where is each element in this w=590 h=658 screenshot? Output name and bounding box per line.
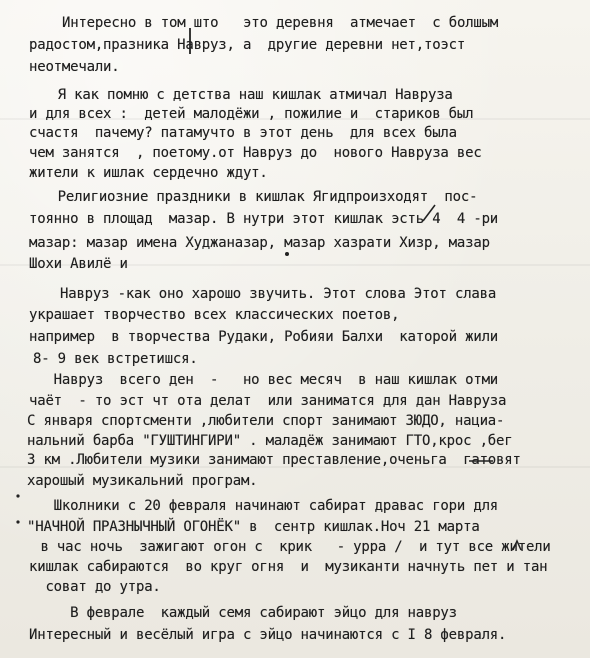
text-line: Школники с 20 февраля начинают сабират дравас гори для [29, 498, 499, 514]
text-line: Религиозние праздники в кишлак Ягидпроизходят пос- [33, 189, 478, 205]
handwritten-correction-mark [184, 26, 196, 56]
text-line: В феврале каждый семя сабирают эйцо для навруз [29, 605, 457, 621]
text-line: 8- 9 век встретишся. [33, 351, 198, 367]
text-line: чем занятся , поетому.от Навруз до нового Навруза вес [29, 145, 482, 161]
text-line: нальний барба "ГУШТИНГИРИ" . маладёж занимают ГТО,крос ,бег [27, 433, 513, 449]
text-line: и для всех : детей малодёжи , пожилие и стариков был [29, 106, 474, 122]
text-line: соват до утра. [29, 579, 161, 595]
text-line: радостом,празника Навруз, а другие деревни нет,тоэст [29, 37, 466, 53]
text-line: Я как помню с детства наш кишлак атмичал Навруза [33, 87, 453, 103]
text-line: в час ночь зажигают огон с крик - урра / и тут все жители [24, 539, 551, 555]
handwritten-correction-mark [510, 538, 524, 554]
text-line: жители к ишлак сердечно ждут. [29, 165, 268, 181]
text-line: чаёт - то эст чт ота делат или заниматся для дан Навруза [29, 393, 507, 409]
text-line: неотмечали. [29, 59, 120, 75]
text-line: мазар: мазар имена Худжаназар, мазар хазрати Хизр, мазар [29, 235, 490, 251]
text-line: Навруз -как оно харошо звучить. Этот слова Этот слава [60, 286, 497, 302]
text-line: 3 км .Любители музики занимают преставление,оченьга гатовят [27, 452, 521, 468]
text-line: Интересно в том што это деревня атмечает с болшым [62, 15, 499, 31]
ink-dot-mark [14, 492, 22, 528]
handwritten-correction-mark [421, 202, 437, 224]
text-line: например в творчества Рудаки, Робияи Балхи каторой жили [29, 329, 499, 345]
text-line: Навруз всего ден - но вес месяч в наш кишлак отми [29, 372, 499, 388]
text-line: С января спортсменти ,любители спорт занимают ЗЮДО, нациа- [27, 413, 505, 429]
text-line: Интересный и весёлый игра с эйцо начинаются с I 8 февраля. [29, 627, 507, 643]
text-line: счастя пачему? патамучто в этот день для всех была [29, 125, 457, 141]
text-line: украшает творчество всех классических поетов, [29, 307, 400, 323]
text-line: тоянно в площад мазар. В нутри этот кишлак эсть 4 4 -ри [29, 211, 499, 227]
text-line: "НАЧНОЙ ПРАЗНЫЧНЫЙ ОГОНЁК" в сентр кишлак.Ноч 21 марта [27, 519, 480, 535]
text-line: харошый музикальний програм. [27, 473, 258, 489]
ink-dot-mark [283, 250, 291, 258]
text-line: Шохи Авилё и [29, 256, 128, 272]
handwritten-underline-mark [467, 457, 495, 465]
text-line: кишлак сабираются во круг огня и музиканти начнуть пет и тан [29, 559, 548, 575]
